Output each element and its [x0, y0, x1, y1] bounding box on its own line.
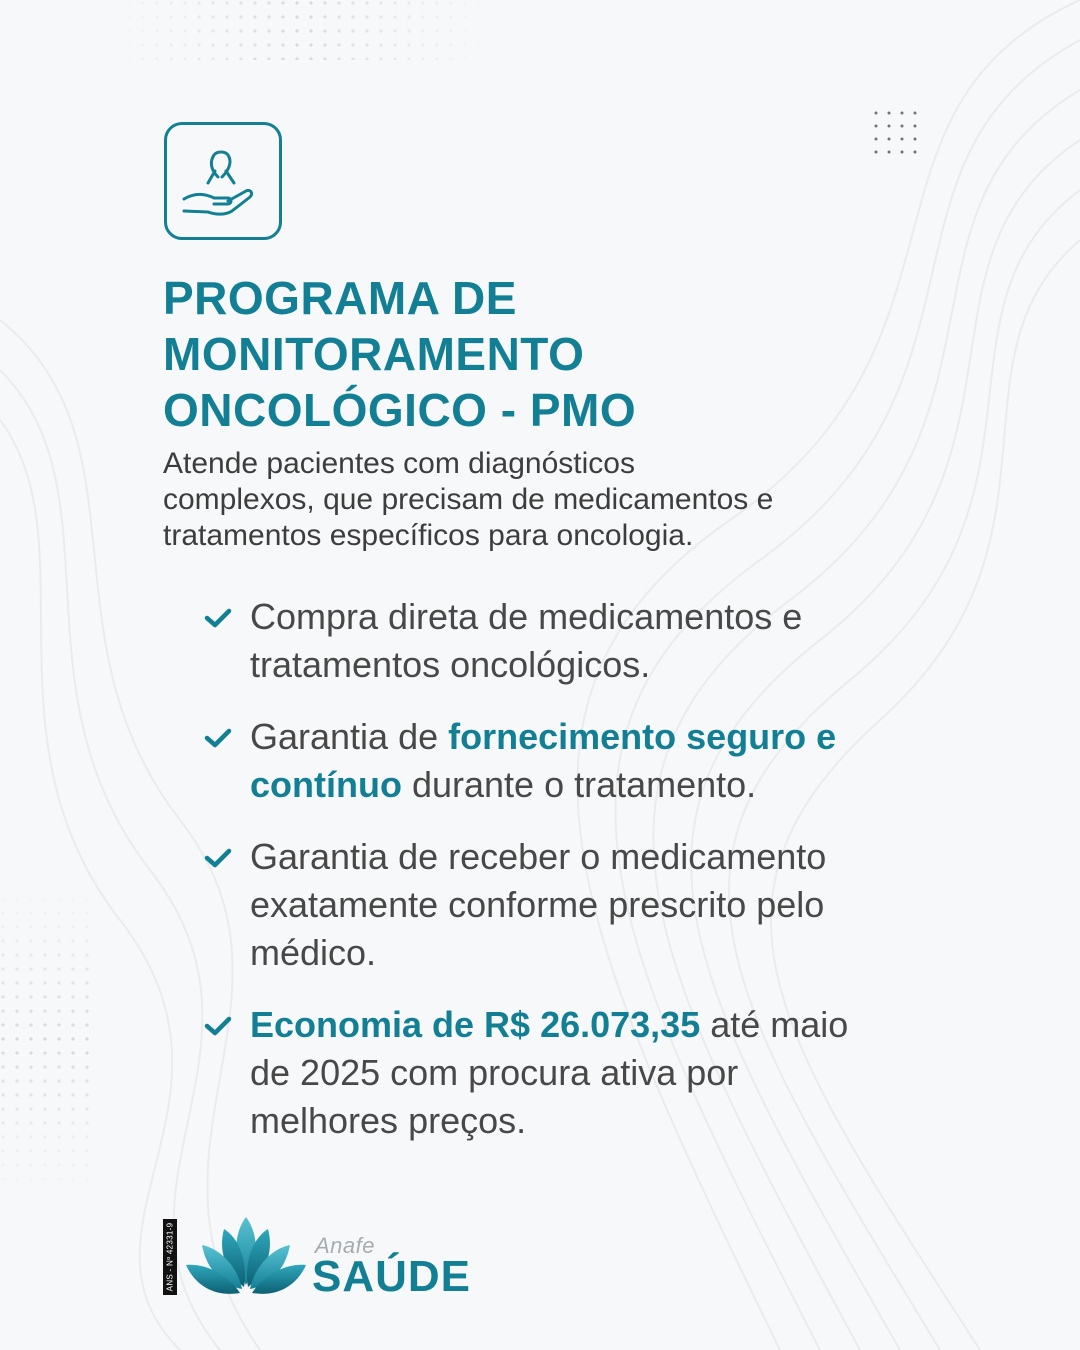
brand-name-top: Anafe: [315, 1233, 375, 1258]
benefit-highlight: fornecimento seguro e: [448, 716, 837, 757]
benefit-line: Garantia de receber o medicamento: [250, 836, 827, 877]
benefit-text: [250, 593, 960, 689]
benefit-line: melhores preços.: [250, 1100, 527, 1141]
ans-registration-badge: [163, 1219, 177, 1295]
check-icon: [204, 1015, 232, 1037]
benefit-line: tratamentos oncológicos.: [250, 644, 651, 685]
benefit-text-regular: até maio: [700, 1004, 849, 1045]
check-icon: [204, 727, 232, 749]
benefit-text-regular: Garantia de: [250, 716, 449, 757]
page-title: [163, 270, 983, 438]
benefit-line: [250, 761, 960, 809]
benefit-highlight: Economia de R$ 26.073,35: [250, 1004, 701, 1045]
benefit-text: [250, 833, 960, 977]
intro-paragraph: [163, 446, 983, 554]
intro-line: tratamentos específicos para oncologia.: [163, 519, 694, 552]
benefit-line: exatamente conforme prescrito pelo: [250, 884, 825, 925]
benefit-item: [200, 713, 960, 809]
program-icon-box: [164, 122, 282, 240]
benefit-text-regular: durante o tratamento.: [401, 764, 757, 805]
benefit-text: [250, 713, 960, 809]
title-line: PROGRAMA DE: [163, 272, 517, 324]
check-icon: [204, 607, 232, 629]
benefit-line: [250, 1001, 960, 1049]
benefit-item: [200, 1001, 960, 1145]
benefit-line: de 2025 com procura ativa por: [250, 1052, 739, 1093]
benefit-item: [200, 593, 960, 689]
intro-line: Atende pacientes com diagnósticos: [163, 447, 635, 480]
benefit-item: [200, 833, 960, 977]
benefit-line: [250, 713, 960, 761]
benefit-line: médico.: [250, 932, 377, 973]
lotus-logo: [184, 1215, 308, 1299]
benefit-line: Compra direta de medicamentos e: [250, 596, 803, 637]
hand-holding-ribbon-icon: [180, 141, 266, 221]
benefit-text: [250, 1001, 960, 1145]
title-line: ONCOLÓGICO - PMO: [163, 384, 637, 436]
check-icon: [204, 847, 232, 869]
benefit-highlight: contínuo: [250, 764, 402, 805]
brand-name-bottom: SAÚDE: [312, 1252, 472, 1301]
ans-label: ANS - Nº 42331-9: [165, 1222, 175, 1292]
title-line: MONITORAMENTO: [163, 328, 585, 380]
dots-grid-decoration: [874, 111, 918, 155]
intro-line: complexos, que precisam de medicamentos e: [163, 483, 774, 516]
benefits-list: [200, 593, 960, 1169]
